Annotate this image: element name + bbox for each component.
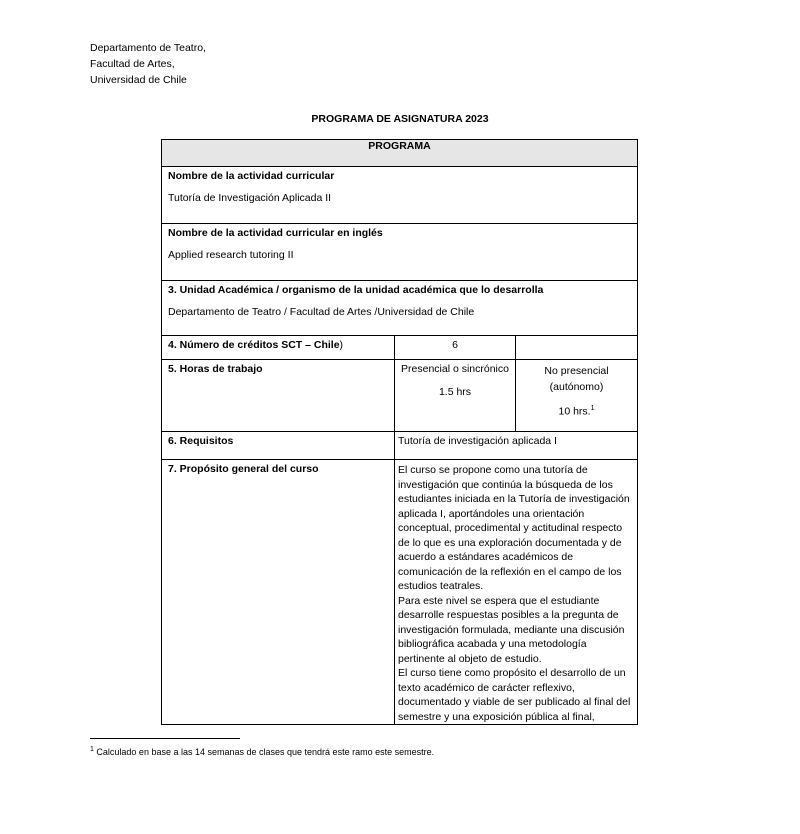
- hours-async-value: 10 hrs.: [558, 405, 591, 418]
- table-row: [162, 224, 638, 281]
- footnote-ref: 1: [590, 405, 595, 412]
- credits-value: 6: [395, 336, 516, 360]
- hours-label: 5. Horas de trabajo: [168, 363, 263, 375]
- requirements-value: Tutoría de investigación aplicada I: [395, 432, 638, 460]
- purpose-paragraph-3: El curso tiene como propósito el desarrollo de un texto académico de carácter reflexivo, documentado y viable de ser publicado al final del semestre y una exposición pública al final,: [398, 667, 631, 723]
- course-name-label: Nombre de la actividad curricular: [168, 170, 335, 182]
- page-title: PROGRAMA DE ASIGNATURA 2023: [311, 113, 489, 125]
- course-name-en-label: Nombre de la actividad curricular en inglés: [168, 227, 383, 239]
- table-row: [162, 360, 638, 432]
- purpose-paragraph-1: El curso se propone como una tutoría de investigación que continúa la búsqueda de los estudiantes iniciada en la Tutoría de investigación aplicada I, aportándoles una orientación conceptual, procedimental y actitudinal respecto de lo que es una exploración documentada y de acuerdo a estándares académicos de comunicación de la reflexión en el campo de los estudios teatrales.: [398, 464, 630, 592]
- table-row: [162, 167, 638, 224]
- table-heading: PROGRAMA: [162, 140, 638, 167]
- unit-value: Departamento de Teatro / Facultad de Artes /Universidad de Chile: [168, 306, 475, 318]
- hours-async-label-2: (autónomo): [549, 381, 604, 393]
- credits-mark: ): [339, 339, 344, 351]
- requirements-label: 6. Requisitos: [168, 435, 234, 447]
- footnote-text: Calculado en base a las 14 semanas de clases que tendrá este ramo este semestre.: [93, 747, 435, 757]
- table-row: [162, 336, 638, 360]
- hours-async-label: No presencial: [544, 365, 609, 377]
- program-table: [161, 139, 638, 725]
- table-row: [162, 460, 638, 725]
- credits-label: 4. Número de créditos SCT – Chile: [168, 339, 340, 351]
- footnote: [90, 746, 434, 757]
- hours-sync-value: 1.5 hrs: [438, 386, 472, 398]
- header-faculty: Facultad de Artes,: [90, 58, 175, 70]
- hours-sync-label: Presencial o sincrónico: [401, 363, 509, 375]
- header-university: Universidad de Chile: [90, 74, 187, 86]
- purpose-paragraph-2: Para este nivel se espera que el estudiante desarrolle respuestas posibles a la pregunta de investigación formulada, mediante una discusión bibliográfica acabada y una metodología pertinente al objeto de estudio.: [398, 594, 625, 665]
- table-row: [162, 432, 638, 460]
- purpose-label: 7. Propósito general del curso: [168, 463, 319, 475]
- header-department: Departamento de Teatro,: [90, 42, 206, 54]
- document-header: [90, 40, 206, 88]
- table-header-row: [162, 140, 638, 167]
- footnote-mark: 1: [90, 746, 94, 753]
- course-name-en-value: Applied research tutoring II: [168, 249, 294, 261]
- course-name-value: Tutoría de Investigación Aplicada II: [168, 192, 332, 204]
- unit-label: 3. Unidad Académica / organismo de la unidad académica que lo desarrolla: [168, 284, 544, 296]
- footnote-divider: [90, 738, 240, 739]
- table-row: [162, 281, 638, 336]
